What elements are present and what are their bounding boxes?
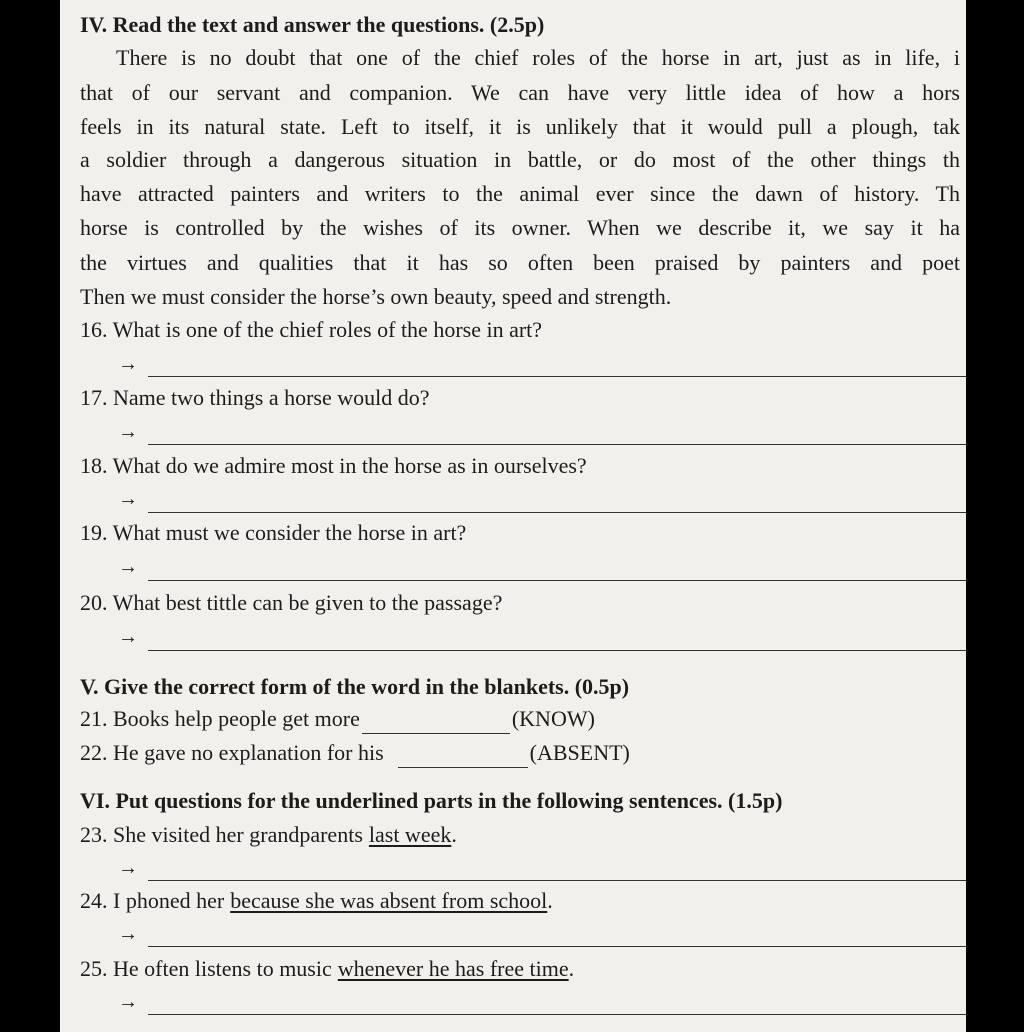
passage-line: horse is controlled by the wishes of its owner. When we describe it, we say it ha bbox=[80, 215, 960, 240]
passage-line: feels in its natural state. Left to itself, it is unlikely that it would pull a plough, tak bbox=[80, 114, 960, 139]
passage-line: that of our servant and companion. We can have very little idea of how a hors bbox=[80, 80, 960, 105]
answer-line-16[interactable] bbox=[148, 376, 966, 377]
question-23 bbox=[80, 820, 457, 850]
arrow-icon: → bbox=[118, 556, 138, 578]
question-25-end: . bbox=[568, 956, 575, 981]
question-24 bbox=[80, 886, 553, 916]
arrow-icon: → bbox=[118, 923, 138, 945]
underlined-part-23: last week bbox=[368, 822, 452, 847]
worksheet-page bbox=[60, 0, 966, 1032]
underlined-part-25: whenever he has free time bbox=[337, 956, 569, 981]
question-22 bbox=[80, 738, 630, 768]
question-25-text: 25. He often listens to music bbox=[80, 956, 332, 981]
question-17: 17. Name two things a horse would do? bbox=[80, 385, 430, 410]
answer-blank-22[interactable] bbox=[398, 745, 528, 768]
arrow-icon: → bbox=[118, 488, 138, 510]
arrow-icon: → bbox=[118, 353, 138, 375]
question-24-end: . bbox=[547, 888, 553, 913]
passage-line: a soldier through a dangerous situation in battle, or do most of the other things th bbox=[80, 147, 960, 172]
section-v-heading: V. Give the correct form of the word in the blankets. (0.5p) bbox=[80, 674, 630, 699]
question-16: 16. What is one of the chief roles of the horse in art? bbox=[80, 317, 543, 342]
passage-line: Then we must consider the horse’s own beauty, speed and strength. bbox=[80, 284, 672, 309]
answer-line-23[interactable] bbox=[148, 880, 966, 881]
section-iv-heading: IV. Read the text and answer the questions. (2.5p) bbox=[80, 12, 545, 37]
question-20: 20. What best tittle can be given to the passage? bbox=[80, 590, 503, 615]
question-19: 19. What must we consider the horse in art? bbox=[80, 520, 467, 545]
question-25 bbox=[80, 954, 574, 984]
answer-line-24[interactable] bbox=[148, 946, 966, 947]
question-18: 18. What do we admire most in the horse as in ourselves? bbox=[80, 453, 587, 478]
word-hint-22: (ABSENT) bbox=[529, 740, 630, 765]
question-21 bbox=[80, 704, 595, 734]
passage-line: the virtues and qualities that it has so often been praised by painters and poet bbox=[80, 250, 960, 275]
question-22-text: 22. He gave no explanation for his bbox=[80, 740, 384, 765]
word-hint-21: (KNOW) bbox=[511, 706, 595, 731]
answer-line-18[interactable] bbox=[148, 512, 966, 513]
question-24-text: 24. I phoned her bbox=[80, 888, 225, 913]
arrow-icon: → bbox=[118, 421, 138, 443]
answer-line-25[interactable] bbox=[148, 1014, 966, 1015]
answer-blank-21[interactable] bbox=[362, 711, 510, 734]
arrow-icon: → bbox=[118, 857, 138, 879]
answer-line-17[interactable] bbox=[148, 444, 966, 445]
arrow-icon: → bbox=[118, 991, 138, 1013]
question-23-text: 23. She visited her grandparents bbox=[80, 822, 363, 847]
passage-line: have attracted painters and writers to the animal ever since the dawn of history. Th bbox=[80, 181, 960, 206]
question-23-end: . bbox=[451, 822, 457, 847]
section-vi-heading: VI. Put questions for the underlined parts in the following sentences. (1.5p) bbox=[80, 788, 783, 813]
arrow-icon: → bbox=[118, 626, 138, 648]
passage-line: There is no doubt that one of the chief roles of the horse in art, just as in life, i bbox=[116, 45, 960, 70]
underlined-part-24: because she was absent from school bbox=[230, 888, 548, 913]
question-21-text: 21. Books help people get more bbox=[80, 706, 360, 731]
answer-line-20[interactable] bbox=[148, 650, 966, 651]
answer-line-19[interactable] bbox=[148, 580, 966, 581]
